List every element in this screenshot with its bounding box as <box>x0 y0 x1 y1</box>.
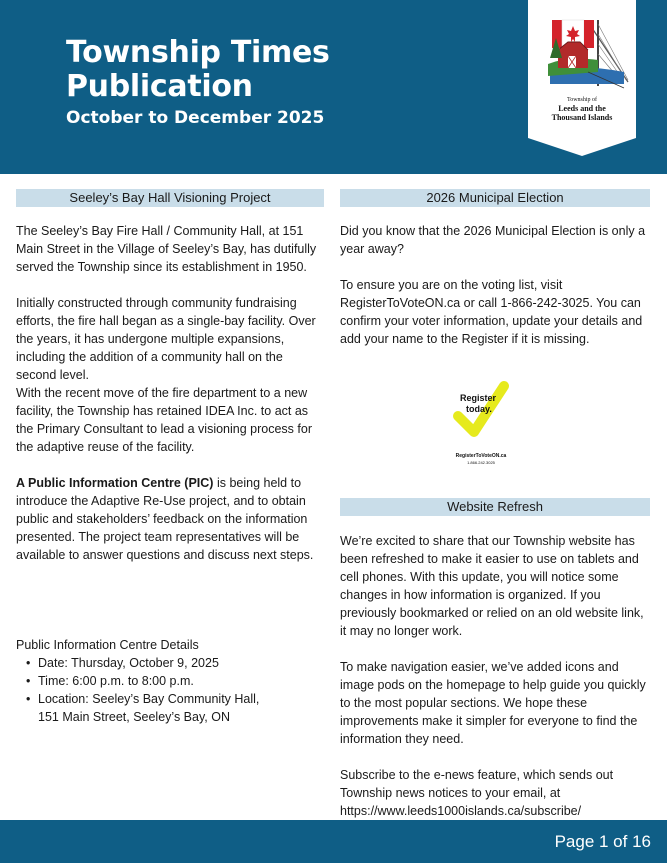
logo-text-township-of: Township of <box>566 97 598 103</box>
register-phone: 1.866.242.3025 <box>467 460 495 465</box>
publication-title <box>66 36 330 104</box>
bullet-icon: • <box>26 656 31 670</box>
bullet-icon: • <box>26 692 31 706</box>
paragraph: Did you know that the 2026 Municipal Election is only a year away? <box>340 224 646 256</box>
section-heading-election: 2026 Municipal Election <box>340 189 650 207</box>
register-url: RegisterToVoteON.ca <box>455 453 507 459</box>
list-item: • Date: Thursday, October 9, 2025 <box>26 656 219 670</box>
list-item: • Location: Seeley’s Bay Community Hall, <box>26 692 260 706</box>
pic-details-title: Public Information Centre Details <box>16 638 199 652</box>
page-header <box>0 0 667 174</box>
paragraph: With the recent move of the fire department to a new facility, the Township has retained IDEA Inc. to act as the Primary Consultant to lead a visioning process for the adaptive reuse of the facility. <box>16 386 312 454</box>
list-item: • Time: 6:00 p.m. to 8:00 p.m. <box>26 674 194 688</box>
pic-details-list <box>16 654 324 726</box>
township-crest-icon <box>528 0 636 156</box>
paragraph: We’re excited to share that our Township website has been refreshed to make it easier to use on tablets and cell phones. With this update, you will notice some changes in how information is organized. If you previously bookmarked or relied on an old website link, it may no longer work. <box>340 534 644 638</box>
bullet-icon: • <box>26 674 31 688</box>
election-article <box>340 222 650 348</box>
checkmark-icon <box>448 380 518 452</box>
register-word: Register <box>460 393 497 403</box>
section-heading-hall-visioning: Seeley’s Bay Hall Visioning Project <box>16 189 324 207</box>
list-item-continuation: 151 Main Street, Seeley’s Bay, ON <box>38 710 230 724</box>
today-word: today. <box>466 404 492 414</box>
website-article <box>340 532 650 820</box>
township-logo <box>528 0 636 156</box>
section-heading-website: Website Refresh <box>340 498 650 516</box>
register-today-graphic <box>448 380 518 466</box>
pic-paragraph <box>16 474 324 564</box>
page-footer <box>0 820 667 863</box>
paragraph: The Seeley’s Bay Fire Hall / Community Hall, at 151 Main Street in the Village of Seeley’s Bay, has dutifully served the Township since its establishment in 1950. <box>16 224 317 274</box>
title-line-1: Township Times <box>66 35 330 70</box>
title-line-2: Publication <box>66 69 253 104</box>
publication-date-range: October to December 2025 <box>66 108 325 128</box>
pic-details <box>16 636 324 726</box>
paragraph: To make navigation easier, we’ve added icons and image pods on the homepage to help guide you quickly to the most popular sections. We hope these improvements make it simpler for everyone to find the information they need. <box>340 660 646 746</box>
pic-bold-lead: A Public Information Centre (PIC) <box>16 476 214 490</box>
pic-paragraph-rest: is being held to introduce the Adaptive Re-Use project, and to obtain public and stakeholders’ feedback on the information presented. The project team representatives will be available to answer questions and discuss next steps. <box>16 476 314 562</box>
hall-visioning-article <box>16 222 324 564</box>
paragraph: To ensure you are on the voting list, visit RegisterToVoteON.ca or call 1-866-242-3025. You can confirm your voter information, update your details and add your name to the Register if it is missing. <box>340 278 643 346</box>
logo-text-thousand-islands: Thousand Islands <box>551 113 613 122</box>
paragraph: Subscribe to the e-news feature, which sends out Township news notices to your email, at https://www.leeds1000islands.ca/subscribe/ <box>340 768 614 818</box>
logo-text-leeds: Leeds and the <box>558 104 606 113</box>
page-number: Page 1 of 16 <box>554 832 651 851</box>
paragraph: Initially constructed through community fundraising efforts, the fire hall began as a single-bay facility. Over the years, it has undergone multiple expansions, including the addition of a community hall on the second level. <box>16 296 316 382</box>
